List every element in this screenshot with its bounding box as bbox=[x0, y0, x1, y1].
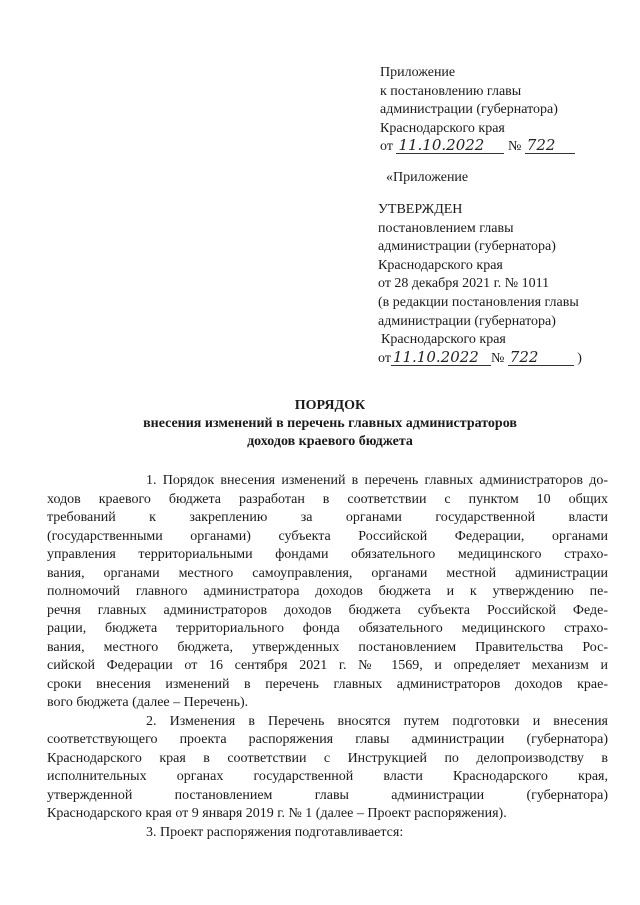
annex-date-line bbox=[380, 138, 620, 157]
paragraph-line: (государственными органами) субъекта Российской Федерации, органами bbox=[47, 528, 608, 544]
handwritten-number: 722 bbox=[525, 138, 575, 154]
approval-line: от 28 декабря 2021 г. № 1011 bbox=[378, 276, 550, 292]
title-heading: ПОРЯДОК bbox=[294, 398, 366, 413]
title-subtitle: доходов краевого бюджета bbox=[247, 434, 413, 449]
approval-date-line bbox=[378, 347, 628, 369]
annex-line: администрации (губернатора) bbox=[380, 102, 558, 117]
date-prefix: от bbox=[378, 350, 391, 366]
number-sign: № bbox=[507, 139, 522, 154]
annex-line: Краснодарского края bbox=[380, 120, 505, 136]
paragraph-line: требований к закреплению за органами государственной власти bbox=[47, 510, 608, 525]
annex-line: к постановлению главы bbox=[380, 83, 522, 99]
paragraph-line: вания, органами местного самоуправления, органами местной администрации bbox=[47, 565, 608, 581]
quoted-annex-title: «Приложение bbox=[386, 170, 469, 185]
paragraph-line: сроки внесения изменений в перечень главных администраторов доходов крае- bbox=[47, 676, 608, 692]
handwritten-number: 722 bbox=[508, 350, 574, 366]
approval-block bbox=[378, 201, 628, 368]
paragraph-line: Краснодарского края в соответствии с Инструкцией по делопроизводству в bbox=[47, 750, 608, 766]
paragraph-line: сийской Федерации от 16 сентября 2021 г. № 1569, и определяет механизм и bbox=[47, 658, 608, 673]
approval-line: (в редакции постановления главы bbox=[378, 294, 579, 310]
date-prefix: от bbox=[380, 139, 393, 154]
paragraph-line: 1. Порядок внесения изменений в перечень главных администраторов до- bbox=[146, 473, 608, 488]
document-title bbox=[50, 397, 610, 451]
document-body bbox=[47, 472, 608, 842]
paragraph-line: исполнительных органах государственной власти Краснодарского края, bbox=[47, 769, 608, 784]
paragraph-line: 3. Проект распоряжения подготавливается: bbox=[146, 824, 404, 840]
paragraph-line: рации, бюджета территориального фонда обязательного медицинского страхо- bbox=[47, 621, 608, 636]
handwritten-date: 11.10.2022 bbox=[391, 350, 491, 366]
approval-line: администрации (губернатора) bbox=[378, 313, 556, 329]
paragraph-line: Краснодарского края от 9 января 2019 г. № 1 (далее – Проект распоряжения). bbox=[47, 806, 507, 821]
paragraph-line: речня главных администраторов доходов бюджета субъекта Российской Феде- bbox=[47, 602, 608, 618]
handwritten-date: 11.10.2022 bbox=[396, 138, 504, 154]
paragraph-line: вого бюджета (далее – Перечень). bbox=[47, 695, 249, 710]
paragraph-line: соответствующего проекта распоряжения главы администрации (губернатора) bbox=[47, 732, 608, 747]
approval-line: администрации (губернатора) bbox=[378, 239, 556, 255]
number-sign: № bbox=[490, 350, 505, 366]
paragraph-line: полномочий главного администратора доходов бюджета и к утверждению пе- bbox=[47, 584, 608, 599]
annex-header bbox=[380, 64, 620, 157]
paragraph-line: управления территориальными фондами обязательного медицинского страхо- bbox=[47, 547, 608, 562]
approval-line: Краснодарского края bbox=[381, 332, 506, 348]
closing-paren: ) bbox=[577, 350, 582, 366]
title-subtitle: внесения изменений в перечень главных администраторов bbox=[143, 416, 517, 431]
annex-line: Приложение bbox=[380, 65, 456, 80]
approval-line: Краснодарского края bbox=[378, 257, 503, 273]
paragraph-line: утвержденной постановлением главы администрации (губернатора) bbox=[47, 787, 608, 803]
paragraph-line: вания, местного бюджета, утвержденных постановлением Правительства Рос- bbox=[47, 639, 608, 655]
paragraph-line: ходов краевого бюджета разработан в соответствии с пунктом 10 общих bbox=[47, 491, 608, 507]
approval-line: УТВЕРЖДЕН bbox=[378, 202, 463, 217]
paragraph-line: 2. Изменения в Перечень вносятся путем подготовки и внесения bbox=[146, 713, 608, 729]
approval-line: постановлением главы bbox=[378, 220, 514, 236]
